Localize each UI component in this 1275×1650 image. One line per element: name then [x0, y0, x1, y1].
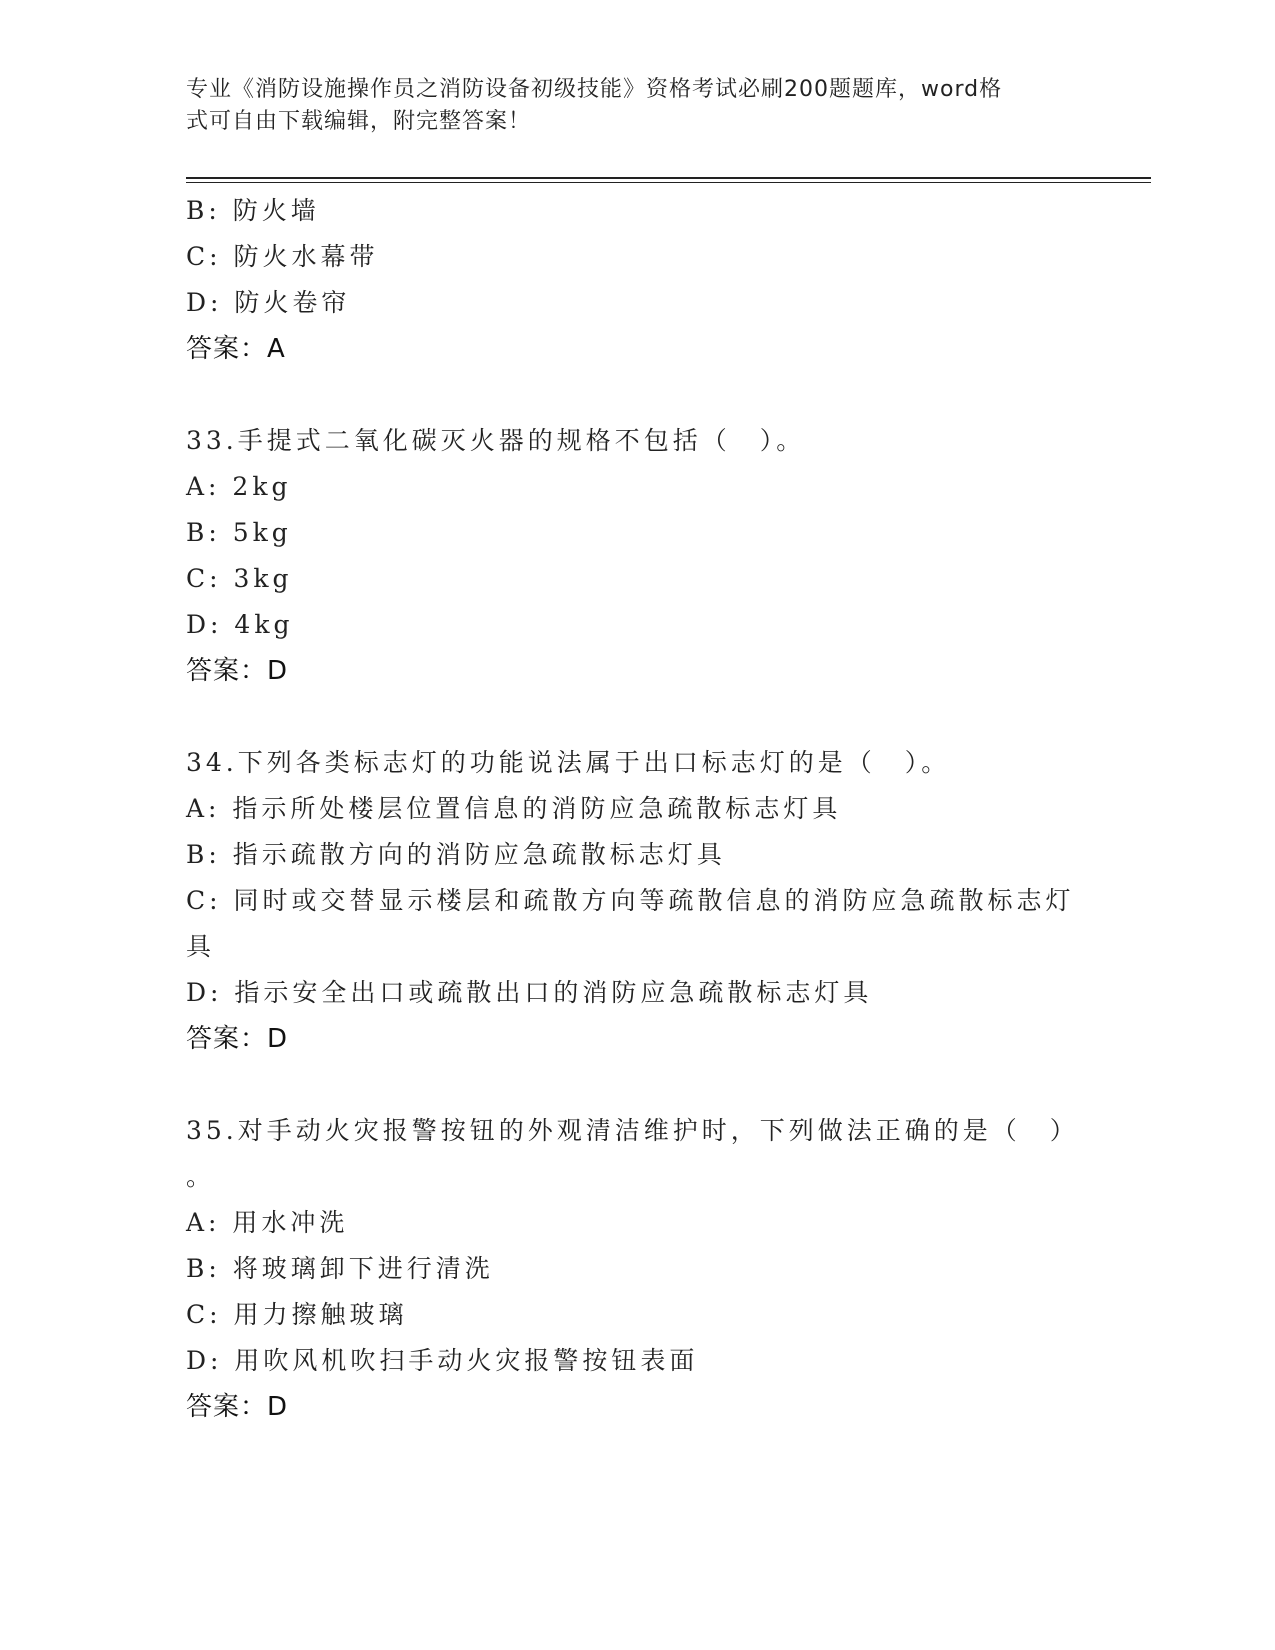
question-35-text-line-2: 。 — [186, 1162, 216, 1191]
header-title-line-2: 式可自由下载编辑，附完整答案！ — [186, 109, 532, 134]
question-33-block — [186, 418, 1076, 694]
option-c-line-1: C: 同时或交替显示楼层和疏散方向等疏散信息的消防应急疏散标志灯 — [186, 886, 1075, 915]
option-c-line-2: 具 — [186, 932, 216, 961]
option-a: A: 2kg — [186, 472, 292, 501]
option-d: D: 指示安全出口或疏散出口的消防应急疏散标志灯具 — [186, 978, 873, 1007]
header-title-line-1: 专业《消防设施操作员之消防设备初级技能》资格考试必刷200题题库，word格 — [186, 77, 1003, 102]
answer-label: 答案：A — [186, 334, 286, 364]
question-34-text: 34.下列各类标志灯的功能说法属于出口标志灯的是（ ）。 — [186, 748, 951, 777]
question-content — [186, 188, 1079, 1430]
page-header — [186, 74, 1066, 138]
answer-label: 答案：D — [186, 656, 289, 686]
spacer — [186, 694, 1076, 740]
question-35-block — [186, 1108, 1079, 1430]
option-c: C: 防火水幕带 — [186, 242, 379, 271]
spacer — [186, 1062, 1076, 1108]
option-d: D: 4kg — [186, 610, 294, 639]
option-a: A: 指示所处楼层位置信息的消防应急疏散标志灯具 — [186, 794, 842, 823]
option-d: D: 防火卷帘 — [186, 288, 351, 317]
header-divider-thick — [186, 177, 1151, 179]
question-35-text-line-1: 35.对手动火灾报警按钮的外观清洁维护时，下列做法正确的是（ ） — [186, 1116, 1079, 1145]
option-a: A: 用水冲洗 — [186, 1208, 349, 1237]
answer-label: 答案：D — [186, 1024, 289, 1054]
option-d: D: 用吹风机吹扫手动火灾报警按钮表面 — [186, 1346, 699, 1375]
question-33-text: 33.手提式二氧化碳灭火器的规格不包括（ ）。 — [186, 426, 806, 455]
header-divider-thin — [186, 182, 1151, 183]
option-b: B: 指示疏散方向的消防应急疏散标志灯具 — [186, 840, 726, 869]
option-b: B: 5kg — [186, 518, 292, 547]
prev-question-block — [186, 188, 1076, 372]
question-34-block — [186, 740, 1076, 1062]
spacer — [186, 372, 1076, 418]
option-b: B: 将玻璃卸下进行清洗 — [186, 1254, 494, 1283]
option-c: C: 用力擦触玻璃 — [186, 1300, 408, 1329]
option-c: C: 3kg — [186, 564, 293, 593]
answer-label: 答案：D — [186, 1392, 289, 1422]
option-b: B: 防火墙 — [186, 196, 320, 225]
